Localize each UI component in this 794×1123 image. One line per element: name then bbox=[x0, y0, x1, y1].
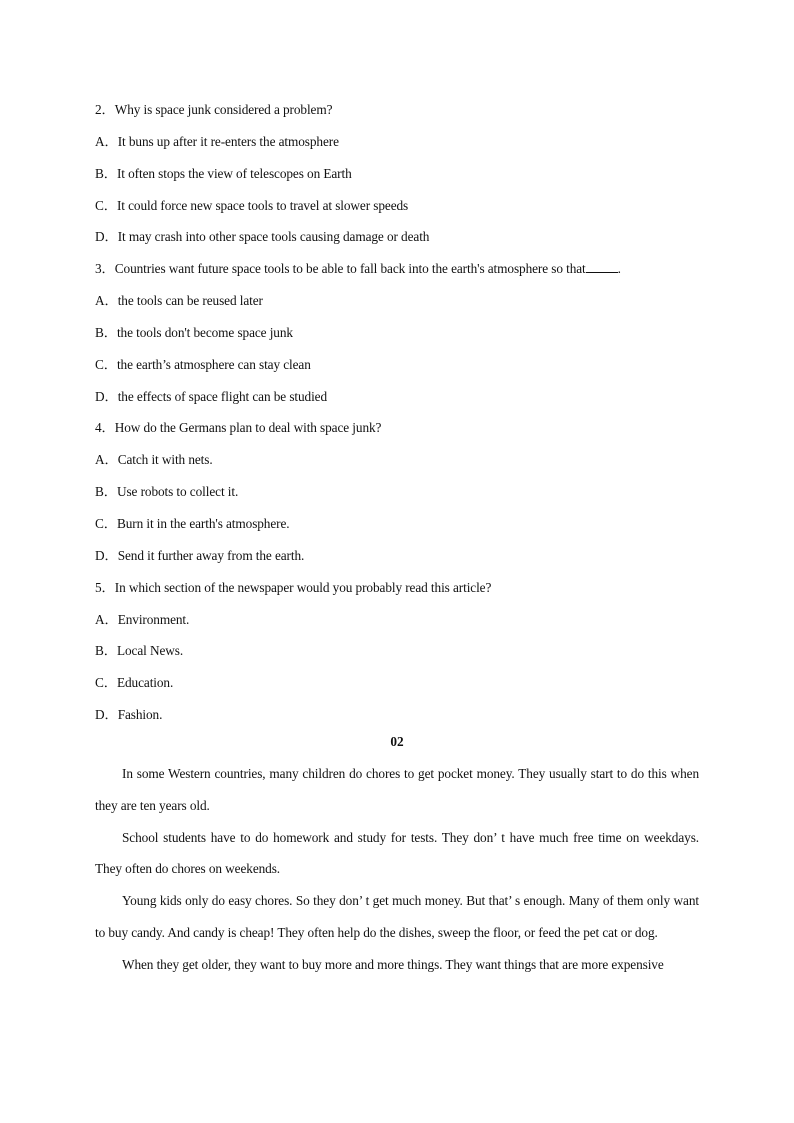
question-2-stem: 2．Why is space junk considered a problem? bbox=[95, 102, 333, 117]
question-2-option-b: B．It often stops the view of telescopes on Earth bbox=[95, 165, 352, 181]
question-5-option-c: C．Education. bbox=[95, 675, 174, 691]
question-2-option-c: C．It could force new space tools to travel at slower speeds bbox=[95, 197, 409, 213]
question-4-option-a: A．Catch it with nets. bbox=[95, 452, 213, 468]
question-3-option-b: B．the tools don't become space junk bbox=[95, 324, 293, 340]
question-4-option-c: C．Burn it in the earth's atmosphere. bbox=[95, 515, 290, 531]
question-list bbox=[95, 100, 705, 737]
section-heading: 02 bbox=[390, 734, 404, 749]
question-3-stem-end: . bbox=[617, 261, 621, 277]
question-5-stem: 5．In which section of the newspaper would you probably read this article? bbox=[95, 579, 492, 595]
passage-paragraph-2: School students have to do homework and study for tests. They don’ t have much free time on weekdays. They often do chores on weekends. bbox=[95, 829, 699, 877]
question-3-option-a: A．the tools can be reused later bbox=[95, 293, 263, 309]
question-3-stem: 3．Countries want future space tools to be able to fall back into the earth's atmosphere so that bbox=[95, 261, 586, 277]
passage-paragraph-1: In some Western countries, many children do chores to get pocket money. They usually start to do this when they are ten years old. bbox=[95, 766, 699, 813]
passage-paragraph-4: When they get older, they want to buy more and more things. They want things that are more expensive bbox=[122, 956, 664, 972]
question-2-option-d: D．It may crash into other space tools causing damage or death bbox=[95, 229, 430, 245]
reading-passage bbox=[95, 758, 699, 981]
question-2-option-a: A．It buns up after it re-enters the atmosphere bbox=[95, 133, 339, 149]
question-5-option-b: B．Local News. bbox=[95, 643, 184, 659]
question-3-option-d: D．the effects of space flight can be studied bbox=[95, 388, 328, 404]
question-5-option-d: D．Fashion. bbox=[95, 707, 163, 723]
question-3-option-c: C．the earth’s atmosphere can stay clean bbox=[95, 356, 311, 372]
question-4-option-d: D．Send it further away from the earth. bbox=[95, 547, 305, 563]
question-4-option-b: B．Use robots to collect it. bbox=[95, 484, 239, 500]
question-4-stem: 4．How do the Germans plan to deal with space junk? bbox=[95, 420, 382, 436]
question-3-stem-line bbox=[95, 259, 705, 291]
question-5-option-a: A．Environment. bbox=[95, 611, 190, 627]
answer-blank bbox=[586, 261, 618, 273]
passage-paragraph-3: Young kids only do easy chores. So they don’ t get much money. But that’ s enough. Many of them only want to buy candy. And candy is cheap! They often help do the dishes, sweep the floor, or feed the pet cat or dog. bbox=[95, 893, 699, 940]
